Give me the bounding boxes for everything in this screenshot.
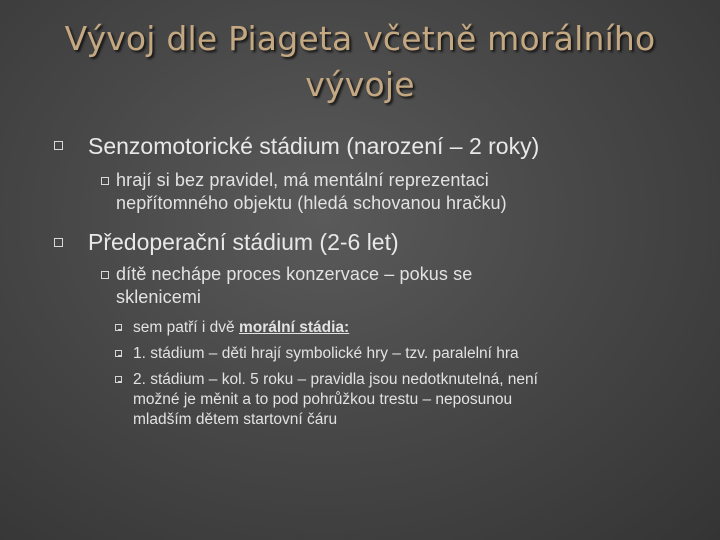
item-moral-stages [133, 318, 349, 338]
item-stage-2-line-2: možné je měnit a to pod pohrůžkou trestu – neposunou [133, 391, 513, 408]
item-stage-2 [133, 370, 678, 430]
checkbox-bullet-icon [115, 376, 122, 383]
checkbox-bullet-icon [115, 350, 122, 357]
square-bullet-icon [54, 141, 63, 150]
slide-title [40, 16, 680, 108]
sub-bullet-play-without-rules [116, 169, 676, 215]
item-stage-2-line-3: mladším dětem startovní čáru [133, 411, 338, 428]
square-bullet-icon [101, 271, 109, 279]
item-stage-1: 1. stádium – děti hrají symbolické hry – tzv. paralelní hra [133, 345, 519, 362]
sub-bullet-line-1: hrají si bez pravidel, má mentální reprezentaci [116, 170, 489, 190]
item-stage-2-line-1: 2. stádium – kol. 5 roku – pravidla jsou nedotknutelná, není [133, 371, 538, 388]
checkbox-bullet-icon [115, 324, 122, 331]
item-moral-stages-emphasis: morální stádia: [238, 319, 350, 336]
item-moral-stages-prefix: sem patří i dvě [133, 319, 239, 336]
bullet-preoperational-stage: Předoperační stádium (2-6 let) [88, 229, 399, 255]
title-line-1: Vývoj dle Piageta včetně morálního [64, 19, 656, 58]
title-line-2: vývoje [305, 65, 415, 104]
bullet-sensorimotor-stage: Senzomotorické stádium (narození – 2 roky) [88, 133, 540, 159]
sub-bullet-line-2: nepřítomného objektu (hledá schovanou hračku) [116, 193, 507, 213]
sub-bullet-line-1: dítě nechápe proces konzervace – pokus se [116, 264, 473, 284]
sub-bullet-conservation [116, 263, 676, 309]
square-bullet-icon [101, 177, 109, 185]
sub-bullet-line-2: sklenicemi [116, 287, 202, 307]
square-bullet-icon [54, 238, 63, 247]
